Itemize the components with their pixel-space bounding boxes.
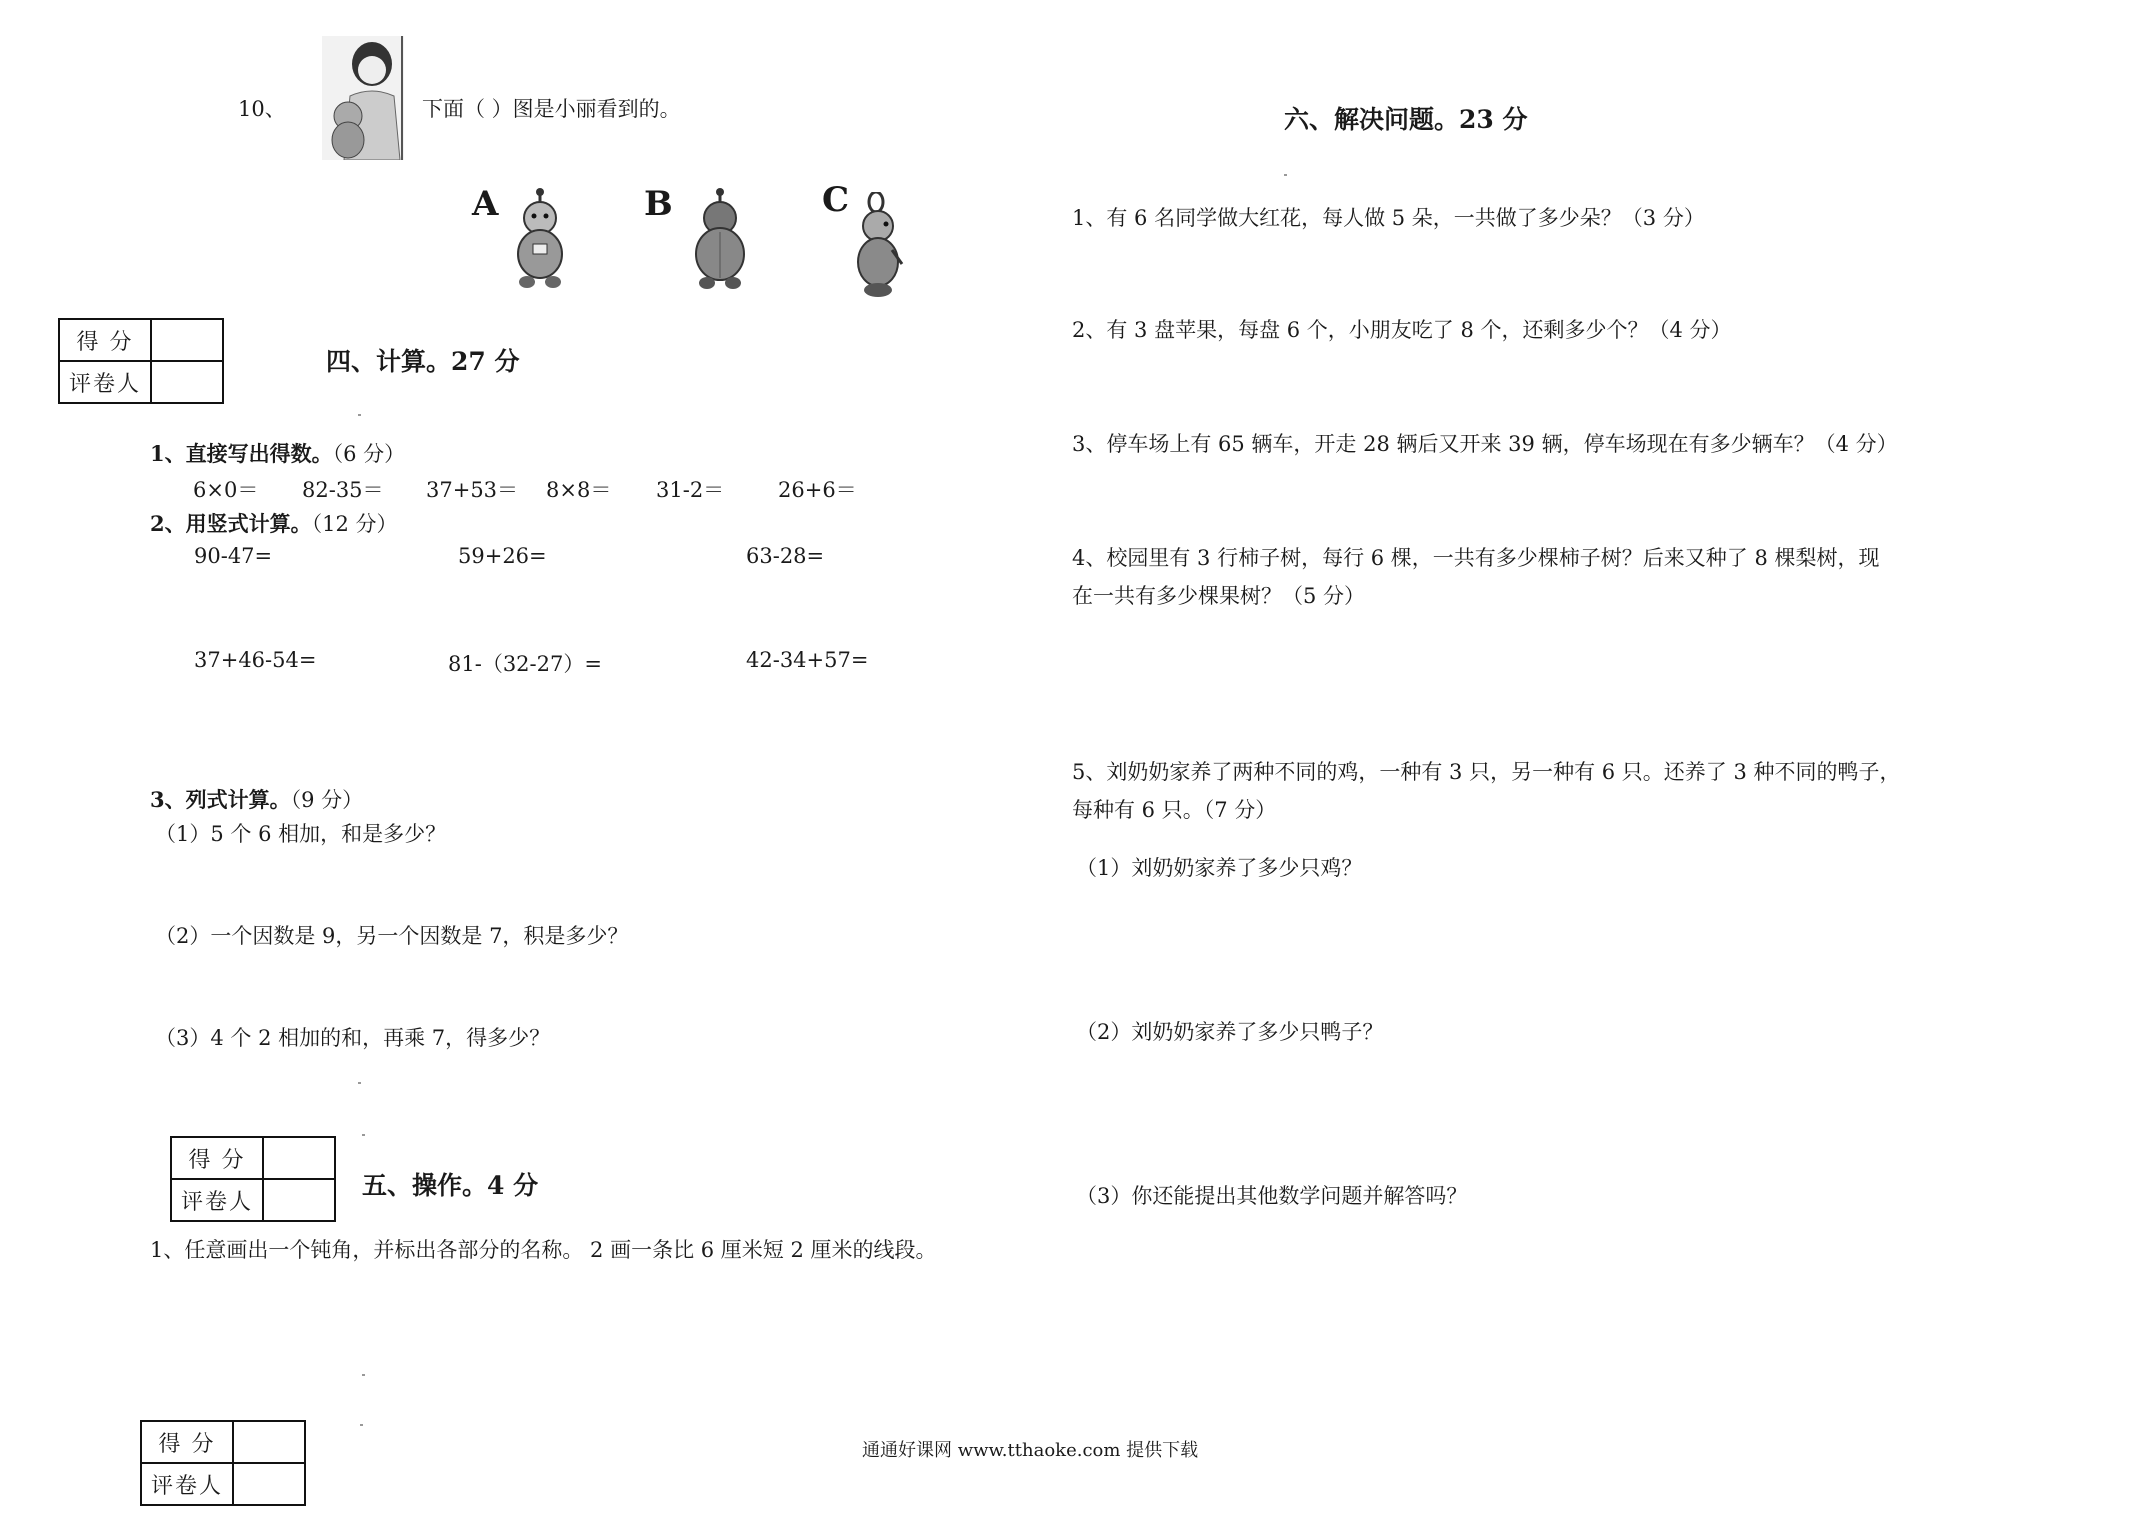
sec5-question-1: 1、任意画出一个钝角，并标出各部分的名称。 2 画一条比 6 厘米短 2 厘米的线段。 bbox=[150, 1238, 937, 1262]
word-calc-item: （1）5 个 6 相加，和是多少？ bbox=[155, 822, 447, 846]
word-calc-item: （3）4 个 2 相加的和，再乘 7，得多少？ bbox=[155, 1026, 551, 1050]
q10-text: 下面（ ）图是小丽看到的。 bbox=[422, 97, 681, 121]
grader-label: 评卷人 bbox=[59, 361, 151, 403]
grader-label: 评卷人 bbox=[141, 1463, 233, 1505]
sec6-q5-sub-3: （3）你还能提出其他数学问题并解答吗？ bbox=[1076, 1184, 1468, 1208]
calc-item: 8×8＝ bbox=[546, 478, 612, 502]
calc-item: 26+6＝ bbox=[778, 478, 857, 502]
sec4-part2-heading bbox=[150, 508, 398, 538]
sec6-question-2: 2、有 3 盘苹果，每盘 6 个，小朋友吃了 8 个，还剩多少个？（4 分） bbox=[1072, 318, 1732, 342]
score-label: 得 分 bbox=[59, 319, 151, 361]
vertical-calc-item: 81-（32-27）= bbox=[448, 652, 602, 676]
sec4-part1-points: （6 分） bbox=[332, 442, 406, 466]
vertical-calc-item: 42-34+57= bbox=[746, 648, 869, 672]
sec4-part1-heading bbox=[150, 438, 405, 468]
calc-item: 31-2＝ bbox=[656, 478, 725, 502]
scan-speck bbox=[358, 414, 361, 416]
grader-label: 评卷人 bbox=[171, 1179, 263, 1221]
sec6-question-5-line2: 每种有 6 只。（7 分） bbox=[1072, 798, 1277, 822]
vertical-calc-item: 59+26= bbox=[458, 544, 547, 568]
option-b-label: B bbox=[644, 184, 673, 224]
calc-item: 6×0＝ bbox=[193, 478, 259, 502]
score-label: 得 分 bbox=[171, 1137, 263, 1179]
option-b-doll-image bbox=[685, 188, 755, 290]
score-label: 得 分 bbox=[141, 1421, 233, 1463]
vertical-calc-item: 63-28= bbox=[746, 544, 825, 568]
sec4-part3-title: 3、列式计算。 bbox=[150, 787, 291, 812]
sec6-question-4-line2: 在一共有多少棵果树？（5 分） bbox=[1072, 584, 1366, 608]
sec4-part3-points: （9 分） bbox=[290, 788, 364, 812]
scan-speck bbox=[1284, 174, 1287, 176]
sec4-part1-title: 1、直接写出得数。 bbox=[150, 441, 333, 466]
scan-speck bbox=[358, 1082, 361, 1084]
footer-source: 通通好课网 www.tthaoke.com 提供下载 bbox=[862, 1440, 1199, 1461]
score-box-2 bbox=[170, 1136, 336, 1222]
scan-speck bbox=[362, 1374, 365, 1376]
score-cell[interactable] bbox=[233, 1421, 305, 1463]
section6-title: 六、解决问题。23 分 bbox=[1284, 105, 1528, 134]
scan-speck bbox=[362, 1134, 365, 1136]
q10-number: 10、 bbox=[238, 97, 286, 121]
grader-cell[interactable] bbox=[263, 1179, 335, 1221]
grader-cell[interactable] bbox=[151, 361, 223, 403]
sec6-question-1: 1、有 6 名同学做大红花，每人做 5 朵，一共做了多少朵？（3 分） bbox=[1072, 206, 1705, 230]
section4-title: 四、计算。27 分 bbox=[326, 347, 520, 376]
score-cell[interactable] bbox=[263, 1137, 335, 1179]
sec6-question-3: 3、停车场上有 65 辆车，开走 28 辆后又开来 39 辆，停车场现在有多少辆车？（4 分） bbox=[1072, 432, 1898, 456]
calc-item: 37+53＝ bbox=[426, 478, 519, 502]
option-c-doll-image bbox=[848, 192, 908, 298]
option-c-label: C bbox=[822, 180, 850, 220]
vertical-calc-item: 90-47= bbox=[194, 544, 273, 568]
scan-speck bbox=[360, 1424, 363, 1426]
option-a-label: A bbox=[472, 184, 499, 224]
sec6-q5-sub-1: （1）刘奶奶家养了多少只鸡？ bbox=[1076, 856, 1363, 880]
girl-with-doll-image bbox=[322, 36, 404, 160]
sec6-q5-sub-2: （2）刘奶奶家养了多少只鸭子？ bbox=[1076, 1020, 1384, 1044]
option-a-doll-image bbox=[505, 188, 575, 290]
sec4-part2-title: 2、用竖式计算。 bbox=[150, 511, 312, 536]
score-box-3 bbox=[140, 1420, 306, 1506]
sec4-part2-points: （12 分） bbox=[311, 512, 398, 536]
grader-cell[interactable] bbox=[233, 1463, 305, 1505]
sec6-question-4-line1: 4、校园里有 3 行柿子树，每行 6 棵，一共有多少棵柿子树？后来又种了 8 棵梨树，现 bbox=[1072, 546, 1880, 570]
section5-title: 五、操作。4 分 bbox=[362, 1171, 539, 1200]
word-calc-item: （2）一个因数是 9，另一个因数是 7，积是多少？ bbox=[155, 924, 629, 948]
sec6-question-5-line1: 5、刘奶奶家养了两种不同的鸡，一种有 3 只，另一种有 6 只。还养了 3 种不同的鸭子， bbox=[1072, 760, 1901, 784]
calc-item: 82-35＝ bbox=[302, 478, 384, 502]
score-cell[interactable] bbox=[151, 319, 223, 361]
vertical-calc-item: 37+46-54= bbox=[194, 648, 317, 672]
sec4-part3-heading bbox=[150, 784, 363, 814]
score-box-1 bbox=[58, 318, 224, 404]
